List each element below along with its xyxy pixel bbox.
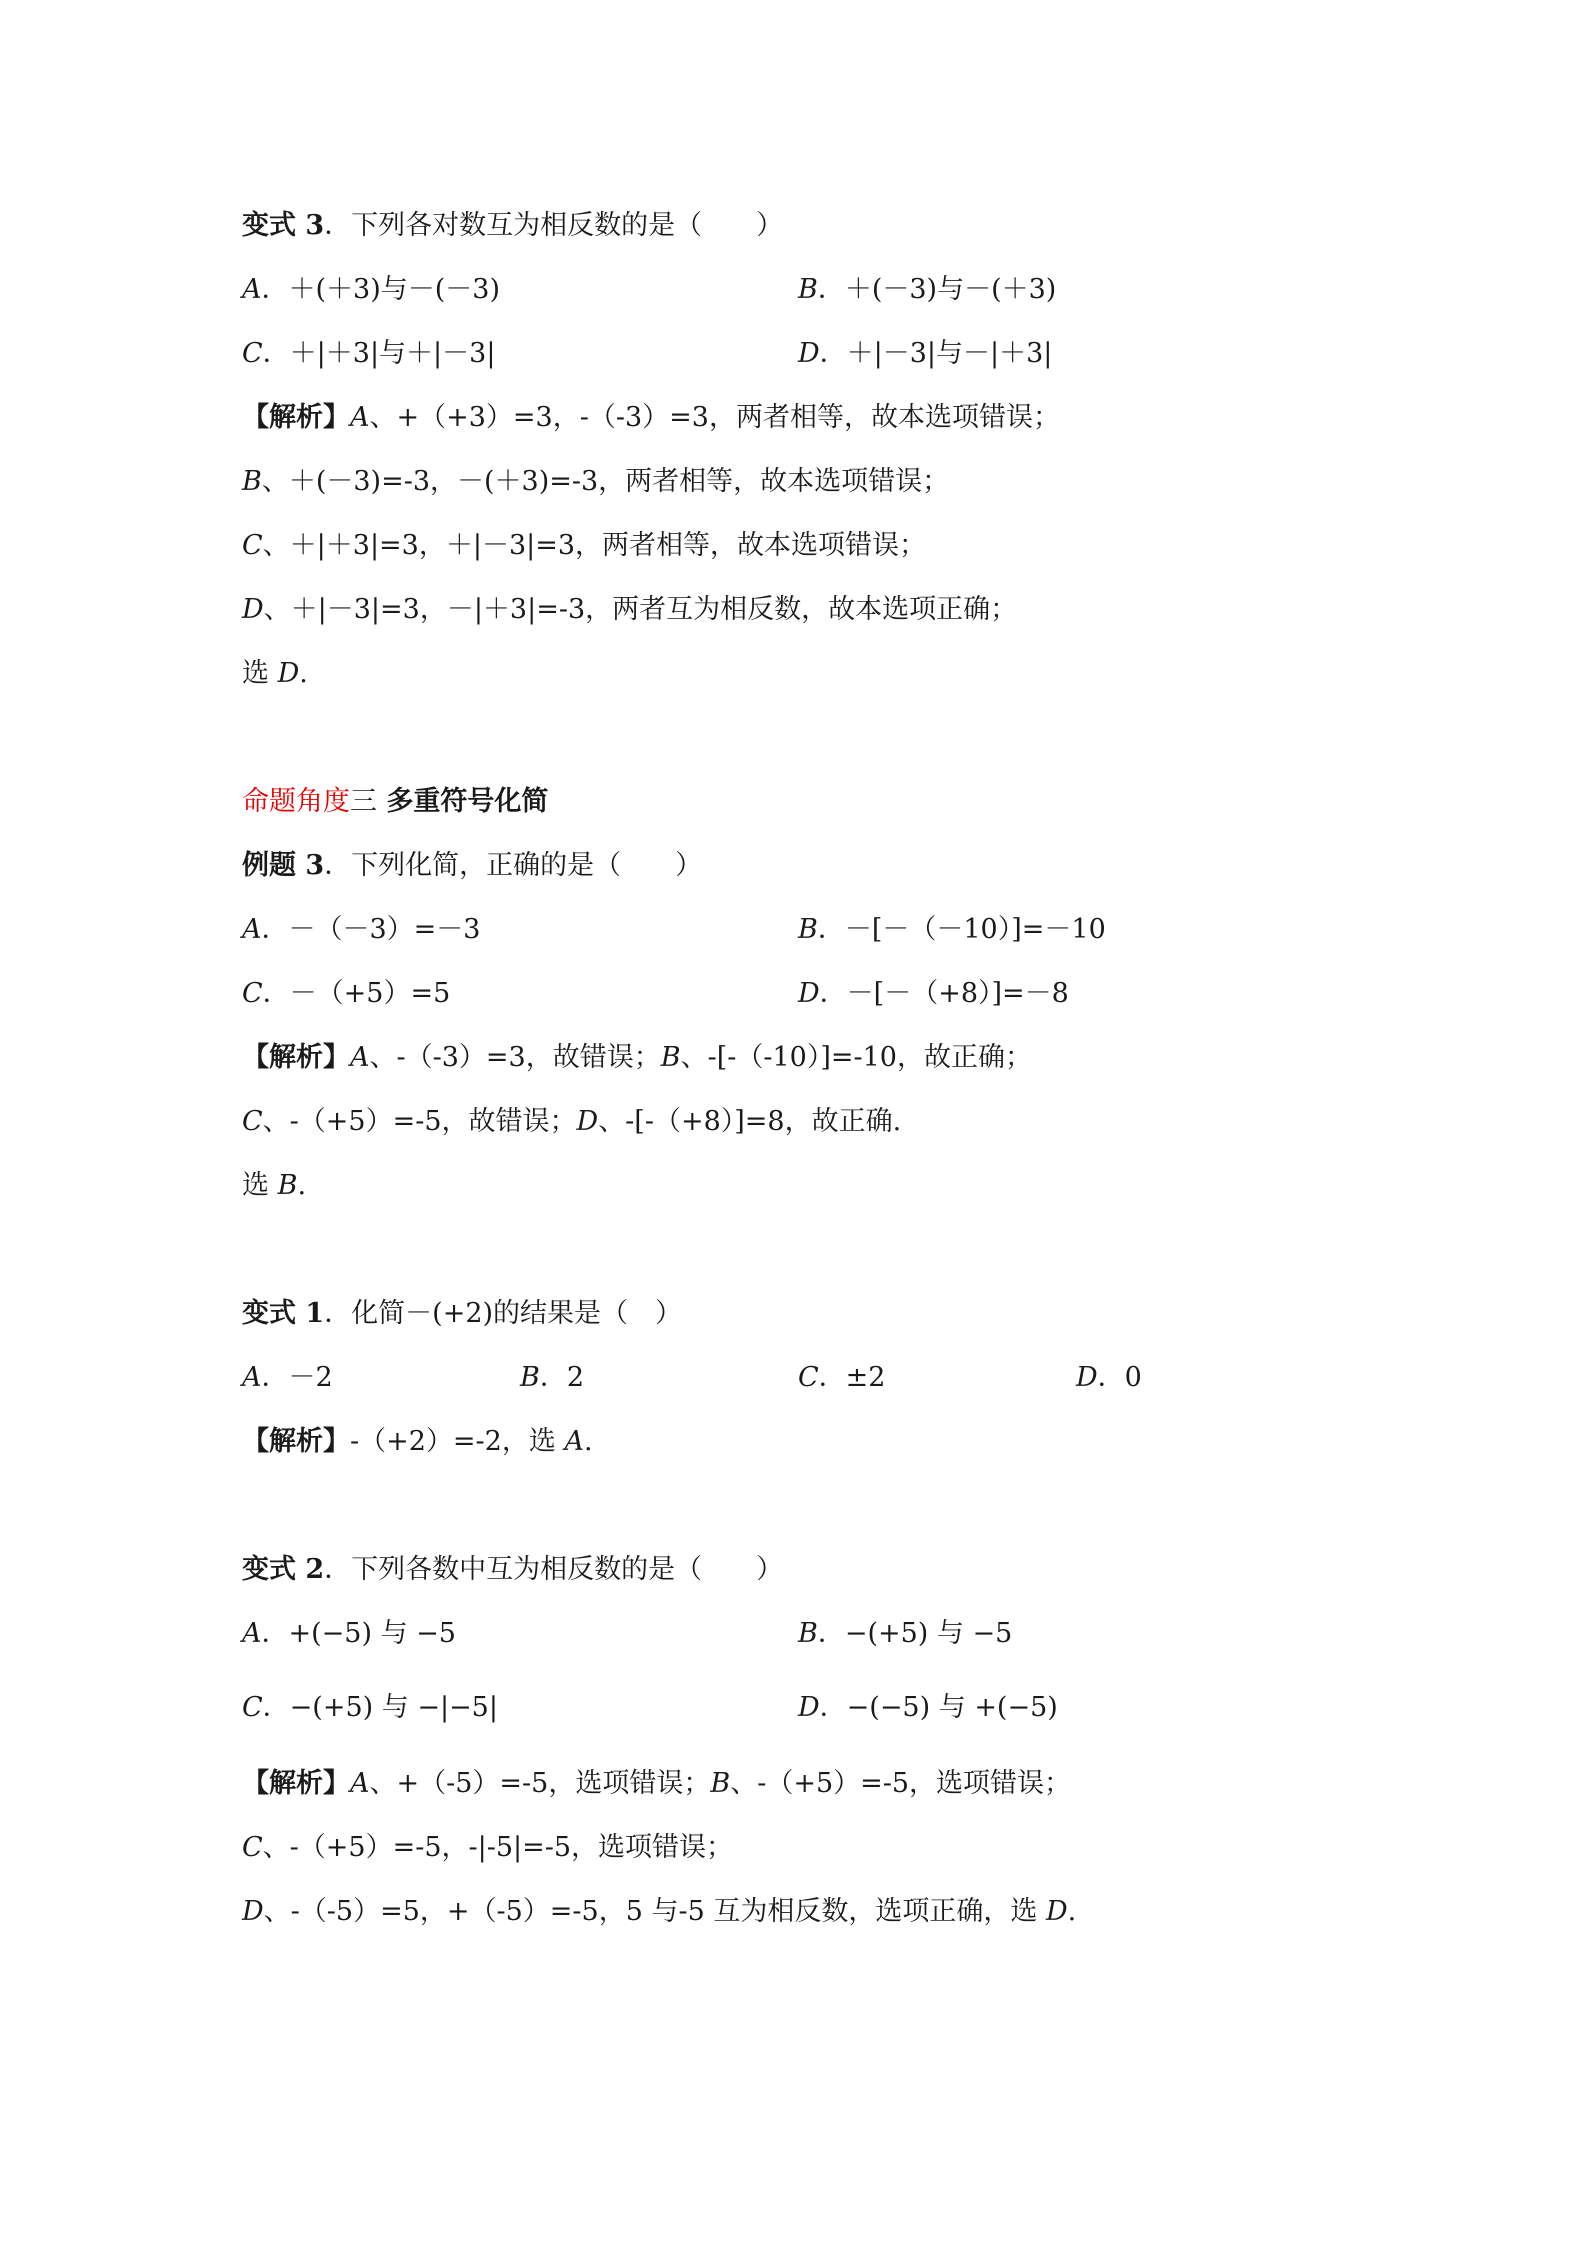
option-c: C．＋|＋3|与＋|－3| xyxy=(242,338,496,369)
option-c: C．±2 xyxy=(798,1362,886,1393)
analysis-tag: 【解析】 xyxy=(242,402,350,433)
answer-line: 选 D. xyxy=(242,658,308,689)
option-c: C．－（+5）=5 xyxy=(242,978,451,1009)
option-b: B．－[－（－10）]=－10 xyxy=(798,914,1106,945)
answer-line: 选 B. xyxy=(242,1170,307,1201)
analysis-line: C、-（+5）=-5，故错误；D、-[-（+8）]=8，故正确. xyxy=(242,1106,902,1137)
option-b: B．2 xyxy=(520,1362,585,1393)
option-a: A．+(−5) 与 −5 xyxy=(242,1618,456,1649)
question-stem xyxy=(242,1550,1387,1590)
question-text: ．下列各数中互为相反数的是（ ） xyxy=(324,1554,784,1585)
question-stem xyxy=(242,1294,1387,1334)
question-text: ．下列各对数互为相反数的是（ ） xyxy=(324,210,784,241)
question-text: ．化简－(+2)的结果是（ ） xyxy=(324,1298,683,1329)
option-a: A．＋(＋3)与－(－3) xyxy=(242,274,500,305)
question-label: 例题 3 xyxy=(242,850,325,881)
analysis-line: D、-（-5）=5，+（-5）=-5，5 与-5 互为相反数，选项正确，选 D. xyxy=(242,1896,1077,1927)
section-title: 多重符号化简 xyxy=(377,786,549,817)
question-stem xyxy=(242,206,1387,246)
analysis-line: 【解析】A、-（-3）=3，故错误；B、-[-（-10）]=-10，故正确； xyxy=(242,1042,1032,1073)
analysis-line: C、＋|＋3|=3，＋|－3|=3，两者相等，故本选项错误； xyxy=(242,530,927,561)
question-label: 变式 2 xyxy=(242,1554,325,1585)
section-number: 三 xyxy=(350,786,377,817)
option-d: D．0 xyxy=(1076,1362,1142,1393)
option-b: B．＋(－3)与－(＋3) xyxy=(798,274,1057,305)
analysis-tag: 【解析】 xyxy=(242,1768,350,1799)
analysis-line: 【解析】A、+（-5）=-5，选项错误；B、-（+5）=-5，选项错误； xyxy=(242,1768,1072,1799)
analysis-tag: 【解析】 xyxy=(242,1042,350,1073)
option-c: C．−(+5) 与 −|−5| xyxy=(242,1692,498,1723)
option-a: A．－2 xyxy=(242,1362,333,1393)
analysis-line: D、＋|－3|=3，－|＋3|=-3，两者互为相反数，故本选项正确； xyxy=(242,594,1018,625)
question-text: ．下列化简，正确的是（ ） xyxy=(324,850,703,881)
question-stem xyxy=(242,846,1387,886)
question-label: 变式 1 xyxy=(242,1298,325,1329)
option-a: A．－（－3）=－3 xyxy=(242,914,481,945)
section-heading xyxy=(242,782,1387,822)
analysis-tag: 【解析】 xyxy=(242,1426,350,1457)
option-d: D．＋|－3|与－|＋3| xyxy=(798,338,1053,369)
option-d: D．－[－（+8）]=－8 xyxy=(798,978,1069,1009)
analysis-line: B、＋(－3)=-3，－(＋3)=-3，两者相等，故本选项错误； xyxy=(242,466,950,497)
analysis-line: 【解析】A、+（+3）=3，-（-3）=3，两者相等，故本选项错误； xyxy=(242,402,1060,433)
question-label: 变式 3 xyxy=(242,210,325,241)
analysis-line: C、-（+5）=-5，-|-5|=-5，选项错误； xyxy=(242,1832,734,1863)
option-b: B．−(+5) 与 −5 xyxy=(798,1618,1013,1649)
option-d: D．−(−5) 与 +(−5) xyxy=(798,1692,1058,1723)
section-prefix: 命题角度 xyxy=(242,786,350,817)
analysis-line: 【解析】-（+2）=-2，选 A. xyxy=(242,1426,593,1457)
